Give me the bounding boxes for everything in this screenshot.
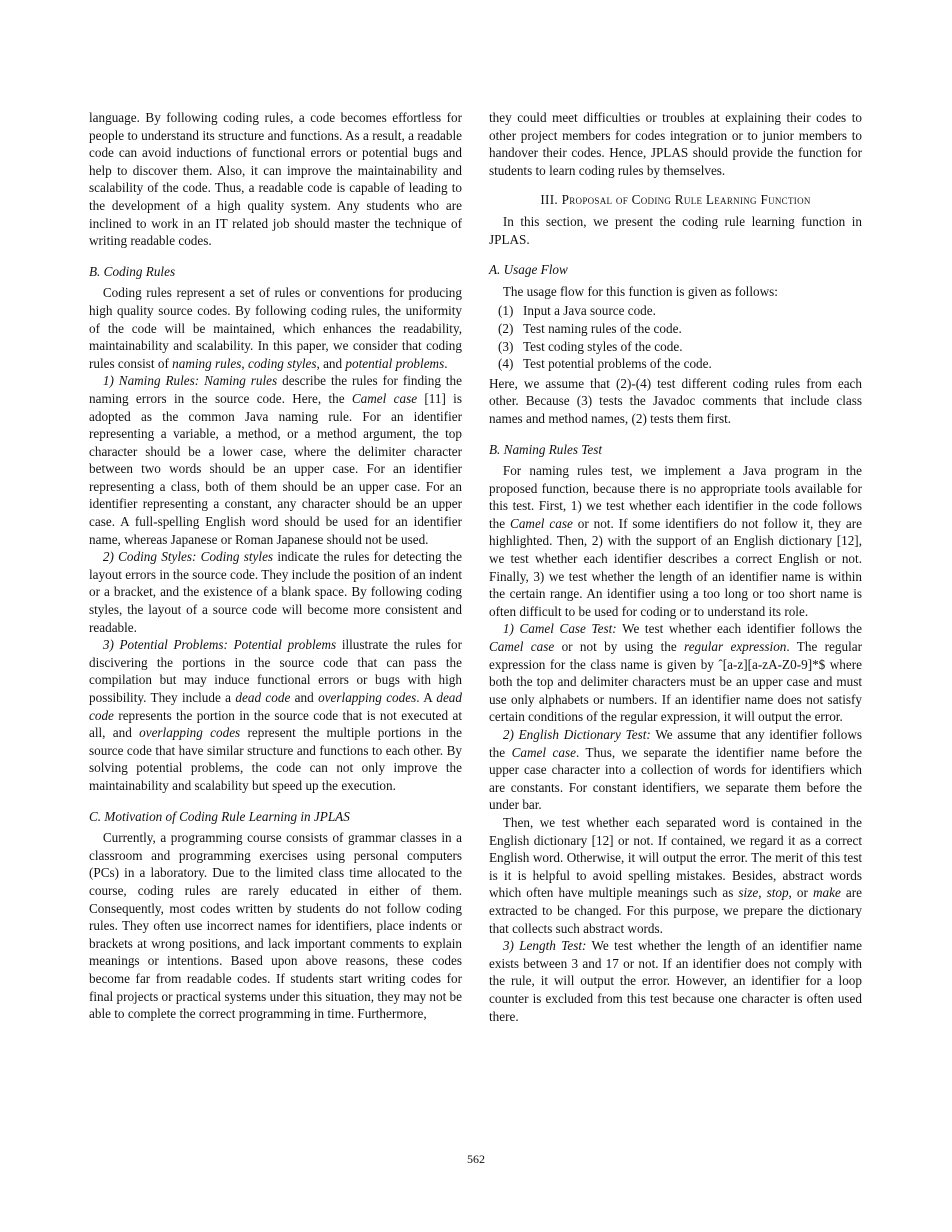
section-b-naming-rules-test-heading: B. Naming Rules Test — [489, 441, 603, 457]
paragraph-usage-flow: The usage flow for this function is given as follows: — [502, 283, 778, 299]
paragraph-length-test: 3) Length Test: We test whether the length of an identifier name exists between 3 and 17 or not. If an identifier does not comply with the rule, it will output the error. However, an identifier for a loop counter is excluded from this test because one character is often used there. — [489, 938, 863, 1024]
left-column — [89, 109, 462, 1023]
paragraph-coding-styles: 2) Coding Styles: Coding styles indicate the rules for detecting the layout errors in the source code. They include the position of an indent or a bracket, and the existence of a blank space. By following coding styles, the layout of a source code will become more consistent and readable. — [89, 549, 462, 635]
list-item: (3) Test coding styles of the code. — [498, 338, 683, 354]
paragraph-dictionary-check: Then, we test whether each separated word is contained in the English dictionary [12] or not. If contained, we regard it as a correct English word. Otherwise, it will output the error. The merit of this test is it is helpful to avoid spelling mistakes. Besides, abstract words which often have multiple meanings such as size, stop, or make are extracted to be changed. For this purpose, we prepare the dictionary that collects such abstract words. — [489, 814, 862, 936]
camel-case-test-heading: 1) Camel Case Test: — [502, 621, 617, 637]
right-column — [489, 109, 862, 1025]
length-test-heading: 3) Length Test: — [502, 938, 587, 954]
paragraph-motivation-continued: they could meet difficulties or troubles at explaining their codes to other project members for codes integration or to junior members to handover their codes. Hence, JPLAS should provide the function for students to learn coding rules by themselves. — [489, 110, 862, 178]
paragraph-section-iii-intro: In this section, we present the coding rule learning function in JPLAS. — [489, 213, 862, 247]
paragraph-intro-continued: language. By following coding rules, a code becomes effortless for people to understand its structure and functions. As a result, a readable code can avoid inductions of functional errors or potential bugs and help to discover them. Also, it can improve the maintainability and scalability of the code. Thus, a readable code is capable of leading to the development of a high quality system. Any students who are inclined to work in an IT related job should master the technique of writing readable codes. — [89, 110, 462, 249]
section-c-motivation-heading: C. Motivation of Coding Rule Learning in JPLAS — [89, 808, 350, 824]
paragraph-motivation: Currently, a programming course consists of grammar classes in a classroom and programming exercises using personal computers (PCs) in a laboratory. Due to the limited class time allocated to the course, coding rules are rarely educated in either of them. Consequently, most codes written by students do not follow coding rules. They often use incorrect names for identifiers, place indents or brackets at wrong positions, and lack important comments to explain meanings or intentions. Based upon above reasons, these codes become far from readable codes. If students start writing codes for final projects or practical systems under this situation, they may not be able to complete the correct programming in time. Furthermore, — [89, 830, 462, 1022]
paragraph-camel-case-test: 1) Camel Case Test: We test whether each identifier follows the Camel case or not by using the regular expression. The regular expression for the class name is given by ˆ[a-z][a-zA-Z0-9]*$ where both the top and delimiter characters must be an upper case and must use only alphabets or numbers. If an identifier name does not satisfy certain conditions of the regular expression, it will output the error. — [489, 621, 862, 725]
list-item: (2) Test naming rules of the code. — [498, 320, 682, 336]
section-b-coding-rules-heading: B. Coding Rules — [89, 263, 176, 279]
naming-rules-heading: 1) Naming Rules: — [102, 373, 205, 389]
coding-styles-heading: 2) Coding Styles: — [102, 549, 201, 565]
section-iii-heading: III. Proposal of Coding Rule Learning Function — [540, 192, 811, 208]
list-item: (1) Input a Java source code. — [498, 303, 656, 319]
usage-flow-list — [489, 302, 862, 372]
page-number: 562 — [467, 1152, 485, 1166]
potential-problems-heading: 3) Potential Problems: — [102, 637, 234, 653]
list-item: (4) Test potential problems of the code. — [498, 356, 712, 372]
paragraph-naming-rules-test: For naming rules test, we implement a Java program in the proposed function, because there is no appropriate tools available for this test. First, 1) we test whether each identifier in the code follows the Camel case or not. If some identifiers do not follow it, they are highlighted. Then, 2) with the support of an English dictionary [12], we test whether each identifier describes a correct English or not. Finally, 3) we test whether the length of an identifier name is within the certain range. An identifier using a too long or too short name is often difficult to be used for coding or to understand its role. — [489, 463, 862, 619]
paragraph-coding-rules: Coding rules represent a set of rules or conventions for producing high quality source codes. By following coding rules, the uniformity of the code will be maintained, which enhances the readability, maintainability and scalability. In this paper, we consider that coding rules consist of naming rules, coding styles, and potential problems. — [89, 285, 462, 371]
paragraph-english-dictionary-test: 2) English Dictionary Test: We assume that any identifier follows the Camel case. Thus, we separate the identifier name before the upper case character into a collection of words for identifiers which are constants. For constant identifiers, we separate them before the under bar. — [489, 727, 862, 813]
paragraph-potential-problems: 3) Potential Problems: Potential problems illustrate the rules for discivering the portions in the source code that can pass the compilation but may induce functional errors or bugs with high possibility. They include a dead code and overlapping codes. A dead code represents the portion in the source code that is not executed at all, and overlapping codes represent the multiple portions in the source code that have similar structure and functions to each other. By solving potential problems, the code can not only improve the maintainability and scalability but speed up the execution. — [89, 637, 463, 793]
paragraph-usage-flow-assumption: Here, we assume that (2)-(4) test different coding rules from each other. Because (3) tests the Javadoc comments that include class names and method names, (2) tests them first. — [489, 375, 862, 426]
paragraph-naming-rules: 1) Naming Rules: Naming rules describe the rules for finding the naming errors in the source code. Here, the Camel case [11] is adopted as the common Java naming rule. For an identifier representing a variable, a method, or a method argument, the top character should be a lower case, where the delimiter character between two words should be an upper case. For an identifier representing a class, both of them should be an upper case. For an identifier representing a constant, any character should be an upper case. A full-spelling English word should be used for an identifier name, whereas Japanese or Roman Japanese should not be used. — [89, 373, 463, 547]
section-a-usage-flow-heading: A. Usage Flow — [489, 262, 568, 278]
english-dictionary-test-heading: 2) English Dictionary Test: — [502, 727, 651, 742]
